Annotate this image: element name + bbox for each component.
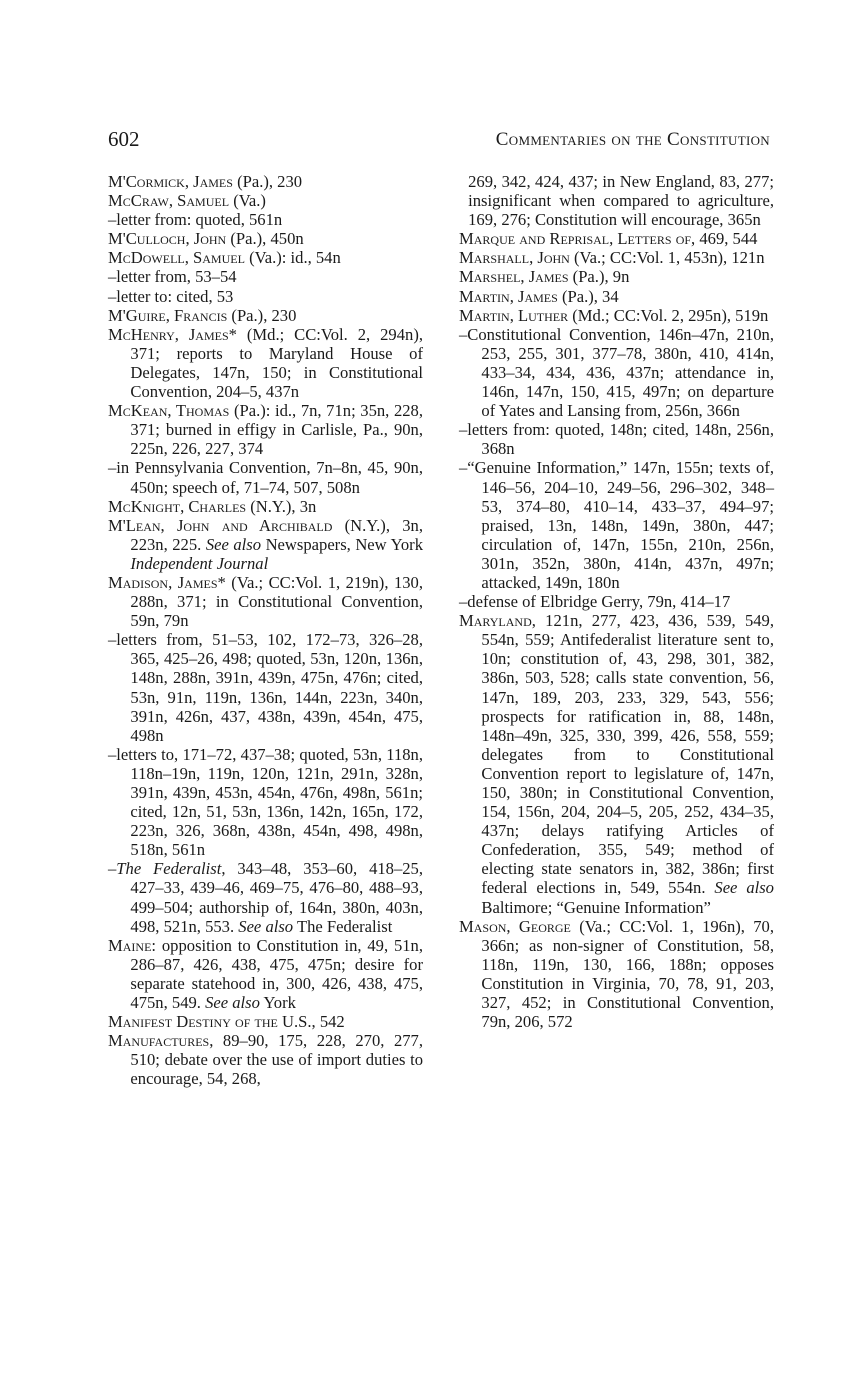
entry-heading: Martin, James <box>459 286 558 306</box>
entry-heading: Maryland <box>459 611 532 631</box>
running-head: Commentaries on the Constitution <box>495 129 770 150</box>
entry-text: (Md.; CC:Vol. 2, 295n), 519n <box>568 305 769 325</box>
entry-text: , 343–48, 353–60, 418–25, 427–33, 439–46, 469–75, 476–80, 488–93, 499–504; authorship of, 164n, 380n, 403n, 498, 521n, 553. <box>130 859 423 936</box>
index-entry <box>459 267 774 286</box>
entry-text: (Pa.), 9n <box>568 267 630 287</box>
entry-text: (Va.) <box>229 191 266 211</box>
index-entry <box>108 191 423 210</box>
entry-text: (Pa.), 230 <box>232 172 303 191</box>
see-also-label: See also <box>714 878 774 898</box>
index-entry <box>459 458 774 592</box>
entry-text: The Federalist <box>293 916 393 936</box>
entry-text: –letter from, 53–54 <box>108 267 237 287</box>
index-entry <box>108 573 423 630</box>
entry-text: Baltimore; “Genuine Information” <box>481 897 711 917</box>
entry-text: (Pa.), 450n <box>226 229 304 249</box>
entry-text: (Va.; CC:Vol. 1, 196n), 70, 366n; as non-signer of Constitution, 58, 118n, 119n, 130, 166, 188n; opposes Constitution in Virginia, 70, 78, 91, 203, 327, 452; in Constitutional Convention, 79n, 206, 572 <box>481 916 775 1032</box>
entry-italic: Independent Journal <box>130 553 269 573</box>
index-entry <box>459 325 774 420</box>
entry-text: , 469, 544 <box>691 229 758 249</box>
entry-text: 269, 342, 424, 437; in New England, 83, 277; insignificant when compared to agriculture, 169, 276; Constitution will encourage, 365n <box>468 172 774 230</box>
entry-text: –defense of Elbridge Gerry, 79n, 414–17 <box>459 592 731 612</box>
entry-text: (Va.; CC:Vol. 1, 453n), 121n <box>569 248 765 268</box>
index-entry <box>108 267 423 286</box>
entry-text: , 89–90, 175, 228, 270, 277, 510; debate over the use of import duties to encourage, 54, 268, <box>130 1031 423 1089</box>
index-entry <box>108 248 423 267</box>
index-entry <box>108 859 423 935</box>
see-also-label: See also <box>238 916 294 936</box>
index-column-left <box>108 172 423 1089</box>
index-entry <box>459 229 774 248</box>
entry-heading: McKean, Thomas <box>108 401 230 421</box>
entry-text: , 121n, 277, 423, 436, 539, 549, 554n, 559; Antifederalist literature sent to, 10n; constitution of, 43, 298, 301, 382, 386n, 503, 528; calls state convention, 56, 147n, 189, 203, 233, 329, 543, 556; prospects for ratification in, 88, 148n, 148n–49n, 325, 330, 399, 426, 558, 559; delegates from to Constitutional Convention report to legislature of, 147n, 150, 380n; in Constitutional Convention, 154, 156n, 204, 204–5, 205, 252, 434–35, 437n; delays ratifying Articles of Confederation, 355, 549; method of electing state senators in, 382, 386n; first federal elections in, 549, 554n. <box>481 611 774 898</box>
see-also-label: See also <box>205 534 262 554</box>
index-entry <box>459 611 774 917</box>
entry-text: York <box>259 993 296 1013</box>
entry-heading: M'Lean, John and Archibald <box>108 515 333 535</box>
entry-text: : opposition to Constitution in, 49, 51n, 286–87, 426, 438, 475, 475n; desire for separate statehood in, 300, 426, 438, 475, 475n, 549. <box>130 935 423 1013</box>
see-also-label: See also <box>205 993 260 1013</box>
entry-text: * (Md.; CC:Vol. 2, 294n), 371; reports to Maryland House of Delegates, 147n, 150; in Constitutional Convention, 204–5, 437n <box>130 324 423 402</box>
entry-heading: Manufactures <box>108 1031 210 1051</box>
entry-text: (Pa.), 230 <box>227 305 297 325</box>
entry-text: – <box>108 859 117 879</box>
index-entry <box>108 630 423 745</box>
index-entry <box>108 1031 423 1088</box>
index-entry <box>108 287 423 306</box>
entry-heading: Mason, George <box>459 916 571 936</box>
index-entry <box>108 497 423 516</box>
index-entry <box>108 458 423 496</box>
index-entry <box>108 401 423 458</box>
entry-heading: McHenry, James <box>108 324 229 344</box>
entry-heading: Marshel, James <box>459 267 569 287</box>
entry-text: * (Va.; CC:Vol. 1, 219n), 130, 288n, 371; in Constitutional Convention, 59n, 79n <box>130 572 423 631</box>
entry-heading: Martin, Luther <box>459 305 569 325</box>
index-entry <box>108 306 423 325</box>
entry-heading: McKnight, Charles <box>108 496 247 516</box>
index-entry <box>108 229 423 248</box>
index-entry <box>459 248 774 267</box>
entry-text: –Constitutional Convention, 146n–47n, 210n, 253, 255, 301, 377–78, 380n, 410, 414n, 433–34, 434, 436, 437n; attendance in, 146n, 147n, 150, 415, 497n; on departure of Yates and Lansing from, 256n, 366n <box>459 324 774 421</box>
index-entry <box>108 210 423 229</box>
entry-heading: McDowell, Samuel <box>108 248 245 268</box>
page-number: 602 <box>108 127 140 151</box>
index-entry <box>108 1012 423 1031</box>
entry-heading: Manifest Destiny of the U.S. <box>108 1012 312 1032</box>
entry-heading: M'Cormick, James <box>108 172 233 191</box>
entry-text: –in Pennsylvania Convention, 7n–8n, 45, 90n, 450n; speech of, 71–74, 507, 508n <box>108 458 423 497</box>
entry-heading: Marque and Reprisal, Letters of <box>459 229 692 249</box>
index-entry <box>108 325 423 401</box>
index-entry <box>108 516 423 573</box>
entry-text: (N.Y.), 3n <box>246 496 317 516</box>
entry-text: –letters from: quoted, 148n; cited, 148n, 256n, 368n <box>459 420 774 459</box>
entry-heading: McCraw, Samuel <box>108 191 230 211</box>
index-entry <box>459 420 774 458</box>
index-entry <box>108 936 423 1012</box>
entry-text: (N.Y.), 3n, 223n, 225. <box>130 515 423 554</box>
entry-text: (Pa.), 34 <box>557 286 619 306</box>
entry-heading: M'Culloch, John <box>108 229 227 249</box>
entry-text: Newspapers, New York <box>261 534 424 554</box>
entry-heading: Maine <box>108 935 152 955</box>
entry-text: –letters from, 51–53, 102, 172–73, 326–28, 365, 425–26, 498; quoted, 53n, 120n, 136n, 148n, 288n, 391n, 439n, 475n, 476n; cited, 53n, 91n, 119n, 136n, 144n, 223n, 340n, 391n, 426n, 437, 438n, 439n, 454n, 475, 498n <box>108 630 423 745</box>
entry-text: –“Genuine Information,” 147n, 155n; texts of, 146–56, 204–10, 249–56, 296–302, 348–53, 374–80, 410–14, 433–37, 494–97; praised, 13n, 148n, 149n, 380n, 447; circulation of, 147n, 155n, 210n, 256n, 301n, 352n, 380n, 414n, 437n, 497n; attacked, 149n, 180n <box>459 458 774 592</box>
index-entry <box>108 172 423 191</box>
entry-text: (Pa.): id., 7n, 71n; 35n, 228, 371; burned in effigy in Carlisle, Pa., 90n, 225n, 226, 227, 374 <box>130 401 423 459</box>
entry-text: –letter from: quoted, 561n <box>108 210 283 230</box>
entry-italic: The Federalist <box>116 859 222 879</box>
entry-text: –letter to: cited, 53 <box>108 286 234 306</box>
index-column-right <box>459 172 774 1031</box>
index-entry <box>459 287 774 306</box>
index-entry <box>108 745 423 860</box>
entry-heading: Marshall, John <box>459 248 570 268</box>
index-entry <box>459 172 774 229</box>
index-entry <box>459 306 774 325</box>
index-entry <box>459 917 774 1032</box>
index-entry <box>459 592 774 611</box>
entry-heading: M'Guire, Francis <box>108 305 228 325</box>
entry-text: (Va.): id., 54n <box>244 248 341 268</box>
entry-heading: Madison, James <box>108 572 218 592</box>
entry-text: , 542 <box>311 1012 345 1032</box>
entry-text: –letters to, 171–72, 437–38; quoted, 53n, 118n, 118n–19n, 119n, 120n, 121n, 291n, 328n, 391n, 439n, 453n, 454n, 476n, 498n, 561n; cited, 12n, 51, 53n, 136n, 142n, 165n, 172, 223n, 326, 368n, 438n, 454n, 498, 498n, 518n, 561n <box>108 744 423 860</box>
